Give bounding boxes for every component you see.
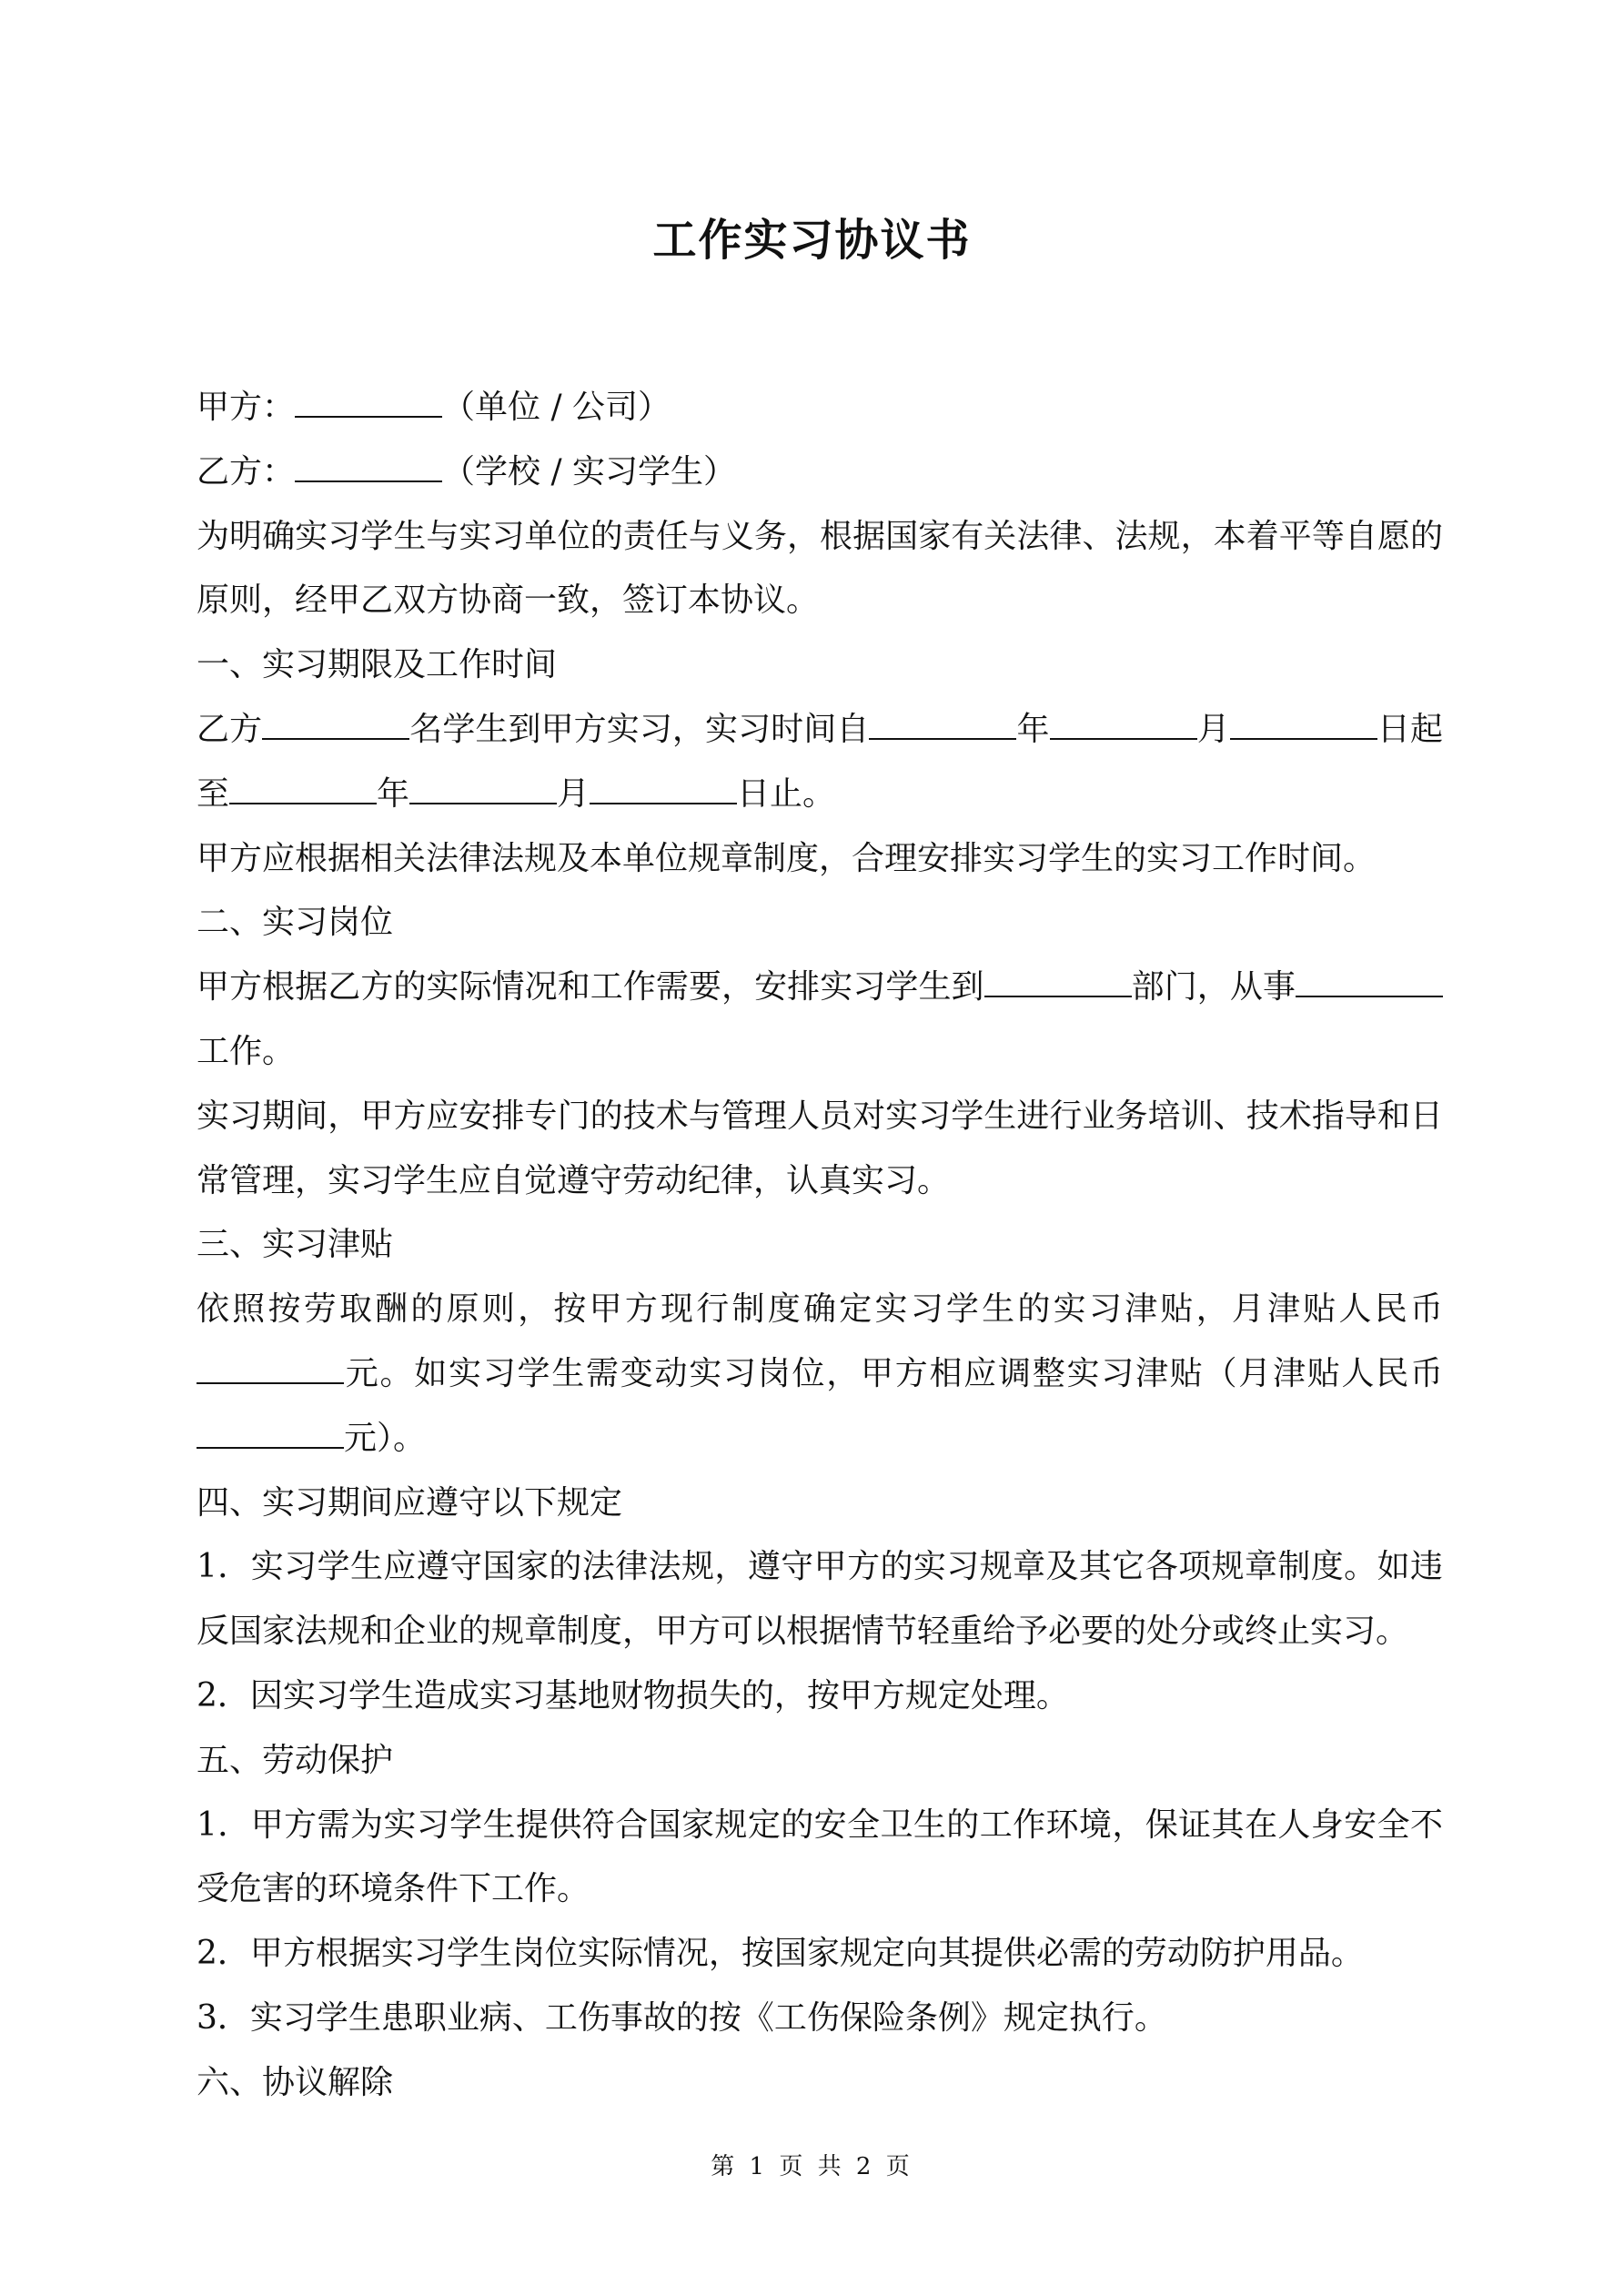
text-segment: 乙方： <box>197 452 296 491</box>
text-line <box>197 763 1443 827</box>
text-line <box>197 1922 1443 1987</box>
text-line <box>197 440 1443 505</box>
text-line <box>197 1987 1443 2051</box>
text-segment: 3．实习学生患职业病、工伤事故的按《工伤保险条例》规定执行。 <box>197 1998 1167 2037</box>
document-title: 工作实习协议书 <box>652 215 972 266</box>
text-segment: 年 <box>1016 710 1050 748</box>
text-line <box>197 698 1443 763</box>
text-segment: 常管理，实习学生应自觉遵守劳动纪律，认真实习。 <box>197 1161 951 1199</box>
text-segment: 2．甲方根据实习学生岗位实际情况，按国家规定向其提供必需的劳动防护用品。 <box>197 1935 1364 1973</box>
text-line <box>197 1149 1443 1214</box>
text-line <box>197 827 1443 892</box>
fill-in-blank[interactable] <box>1296 965 1443 997</box>
fill-in-blank[interactable] <box>295 450 442 482</box>
text-segment: 原则，经甲乙双方协商一致，签订本协议。 <box>197 582 820 620</box>
text-segment: 四、实习期间应遵守以下规定 <box>197 1483 623 1522</box>
text-segment: 二、实习岗位 <box>197 904 394 942</box>
fill-in-blank[interactable] <box>197 1416 344 1449</box>
text-line <box>197 1472 1443 1536</box>
fill-in-blank[interactable] <box>197 1351 344 1384</box>
fill-in-blank[interactable] <box>590 772 737 804</box>
text-segment: 为明确实习学生与实习单位的责任与义务，根据国家有关法律、法规，本着平等自愿的 <box>197 517 1443 555</box>
text-segment: 名学生到甲方实习，实习时间自 <box>409 710 870 748</box>
text-segment: 日起 <box>1377 710 1443 748</box>
fill-in-blank[interactable] <box>984 965 1132 997</box>
text-segment: 元。如实习学生需变动实习岗位，甲方相应调整实习津贴（月津贴人民币 <box>344 1354 1443 1392</box>
text-line <box>197 1020 1443 1085</box>
text-segment: 甲方根据乙方的实际情况和工作需要，安排实习学生到 <box>197 968 984 1006</box>
text-line <box>197 956 1443 1020</box>
fill-in-blank[interactable] <box>295 385 442 418</box>
text-segment: （单位 / 公司） <box>442 389 671 426</box>
text-segment: 1．实习学生应遵守国家的法律法规，遵守甲方的实习规章及其它各项规章制度。如违 <box>197 1548 1443 1586</box>
text-line <box>197 1794 1443 1858</box>
text-segment: 甲方应根据相关法律法规及本单位规章制度，合理安排实习学生的实习工作时间。 <box>197 839 1377 877</box>
text-segment: 实习期间，甲方应安排专门的技术与管理人员对实习学生进行业务培训、技术指导和日 <box>197 1097 1443 1135</box>
text-segment: 元）。 <box>344 1419 427 1457</box>
text-segment: 2．因实习学生造成实习基地财物损失的，按甲方规定处理。 <box>197 1676 1069 1714</box>
text-segment: 乙方 <box>197 710 263 748</box>
text-segment: （学校 / 实习学生） <box>442 452 737 491</box>
text-segment: 1．甲方需为实习学生提供符合国家规定的安全卫生的工作环境，保证其在人身安全不 <box>197 1805 1443 1844</box>
fill-in-blank[interactable] <box>229 772 377 804</box>
page-footer: 第 1 页 共 2 页 <box>711 2153 913 2180</box>
text-line <box>197 376 1443 440</box>
text-segment: 受危害的环境条件下工作。 <box>197 1870 590 1908</box>
text-segment: 一、实习期限及工作时间 <box>197 646 558 684</box>
text-segment: 三、实习津贴 <box>197 1226 394 1264</box>
document-body <box>197 376 1443 2116</box>
text-line <box>197 1278 1443 1342</box>
fill-in-blank[interactable] <box>869 707 1016 740</box>
text-segment: 月 <box>1196 710 1230 748</box>
text-line <box>197 1342 1443 1407</box>
fill-in-blank[interactable] <box>262 707 409 740</box>
text-line <box>197 891 1443 956</box>
text-segment: 五、劳动保护 <box>197 1741 394 1779</box>
text-line <box>197 1085 1443 1149</box>
text-line <box>197 1407 1443 1472</box>
text-line <box>197 633 1443 698</box>
fill-in-blank[interactable] <box>1230 707 1377 740</box>
text-line <box>197 505 1443 570</box>
text-segment: 月 <box>557 774 590 813</box>
text-segment: 日止。 <box>737 774 836 813</box>
fill-in-blank[interactable] <box>409 772 557 804</box>
text-line <box>197 1729 1443 1794</box>
text-segment: 工作。 <box>197 1032 296 1070</box>
text-line <box>197 569 1443 633</box>
text-segment: 甲方： <box>197 389 296 426</box>
text-line <box>197 1535 1443 1600</box>
text-segment: 至 <box>197 774 230 813</box>
text-segment: 反国家法规和企业的规章制度，甲方可以根据情节轻重给予必要的处分或终止实习。 <box>197 1613 1409 1651</box>
text-line <box>197 1600 1443 1664</box>
text-line <box>197 1857 1443 1922</box>
fill-in-blank[interactable] <box>1050 707 1197 740</box>
text-line <box>197 2051 1443 2116</box>
text-segment: 年 <box>377 774 410 813</box>
text-line <box>197 1213 1443 1278</box>
text-segment: 部门，从事 <box>1131 968 1296 1006</box>
text-line <box>197 1664 1443 1729</box>
text-segment: 依照按劳取酬的原则，按甲方现行制度确定实习学生的实习津贴，月津贴人民币 <box>197 1290 1443 1329</box>
text-segment: 六、协议解除 <box>197 2063 394 2101</box>
